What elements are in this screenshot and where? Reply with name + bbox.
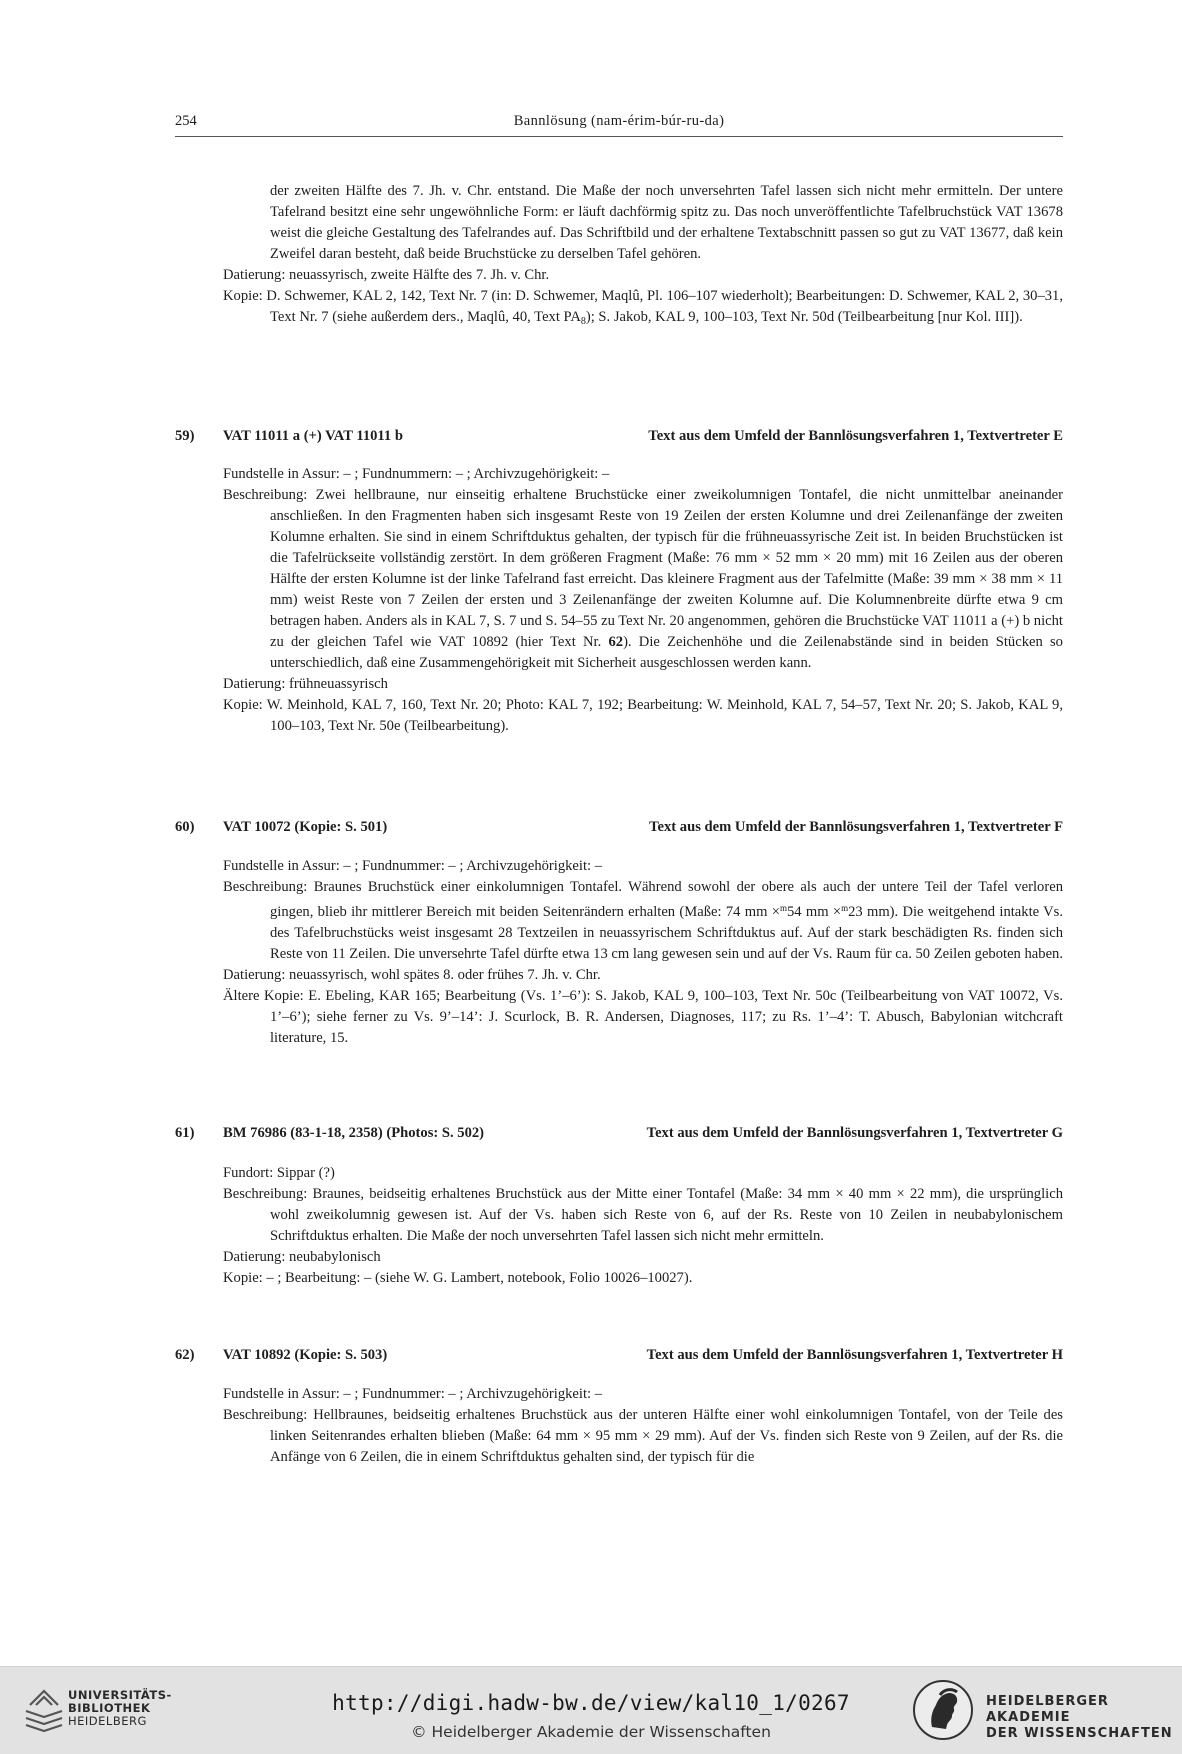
copy-line: Kopie: – ; Bearbeitung: – (siehe W. G. Lambert, notebook, Folio 10026–10027).	[223, 1270, 693, 1286]
dating-line: Datierung: neuassyrisch, zweite Hälfte des 7. Jh. v. Chr.	[223, 267, 550, 283]
entry-number: 60)	[175, 819, 195, 835]
copyright-notice: © Heidelberger Akademie der Wissenschaften	[411, 1723, 771, 1741]
entry-category: Text aus dem Umfeld der Bannlösungsverfahren 1, Textvertreter E	[648, 428, 1063, 444]
entry-heading-61	[175, 1125, 1063, 1147]
entry-number: 59)	[175, 428, 195, 444]
description: Beschreibung: Hellbraunes, beidseitig erhaltenes Bruchstück aus der unteren Hälfte einer wohl einkolumnigen Tontafel, von der Teile des linken Seitenrandes erhalten blieben (Maße: 64 mm × 95 mm × 29 mm). Auf der Vs. finden sich Reste von 9 Zeilen, auf der Rs. die Anfänge von 6 Zeilen, die in einem Schriftduktus gehalten sind, der typisch für die	[223, 1407, 1063, 1465]
entry-number: 62)	[175, 1347, 195, 1363]
university-library-name: UNIVERSITÄTS- BIBLIOTHEK HEIDELBERG	[68, 1688, 172, 1728]
description: Beschreibung: Braunes, beidseitig erhaltenes Bruchstück aus der Mitte einer Tontafel (Maße: 34 mm × 40 mm × 22 mm), die ursprünglich wohl zweikolumnig gewesen ist. Auf der Vs. haben sich Reste von 6, auf der Rs. Reste von 10 Zeilen in neubabylonischem Schriftduktus erhalten. Die Maße der noch unversehrten Tafel lassen sich nicht mehr ermitteln.	[223, 1186, 1063, 1244]
entry-ident: VAT 11011 a (+) VAT 11011 b	[223, 428, 403, 444]
running-head	[175, 113, 1063, 137]
viewer-footer	[0, 1666, 1182, 1754]
entry-category: Text aus dem Umfeld der Bannlösungsverfahren 1, Textvertreter G	[646, 1125, 1063, 1141]
entry-body-62	[223, 1384, 1063, 1468]
copy-line: Kopie: W. Meinhold, KAL 7, 160, Text Nr. 20; Photo: KAL 7, 192; Bearbeitung: W. Meinhold, KAL 7, 54–57, Text Nr. 20; S. Jakob, KAL 9, 100–103, Text Nr. 50e (Teilbearbeitung).	[223, 697, 1063, 734]
entry-body-59	[223, 464, 1063, 737]
entry-ident: VAT 10072 (Kopie: S. 501)	[223, 819, 388, 835]
entry-heading-60	[175, 819, 1063, 841]
description: Beschreibung: Braunes Bruchstück einer einkolumnigen Tontafel. Während sowohl der obere als auch der untere Teil der Tafel verloren gingen, blieb ihr mittlerer Bereich mit beiden Seitenrändern erhalten (Maße: 74 mm ×$^m$54 mm ×$^m$23 mm). Die weitgehend intakte Vs. des Tafelbruchstücks weist insgesamt 28 Textzeilen in neuassyrischem Schriftduktus auf. Auf der stark beschädigten Rs. finden sich Reste von 11 Zeilen. Die unversehrte Tafel dürfte etwa 13 cm lang gewesen sein und auf der Vs. Raum für ca. 50 Zeilen geboten haben.	[223, 879, 1063, 962]
intro-continuation	[223, 181, 1063, 332]
entry-category: Text aus dem Umfeld der Bannlösungsverfahren 1, Textvertreter H	[646, 1347, 1063, 1363]
permalink-url[interactable]: http://digi.hadw-bw.de/view/kal10_1/0267	[332, 1691, 850, 1715]
academy-name: HEIDELBERGER AKADEMIE DER WISSENSCHAFTEN	[986, 1694, 1173, 1741]
description: Beschreibung: Zwei hellbraune, nur einseitig erhaltene Bruchstücke einer zweikolumnigen Tontafel, die nicht unmittelbar aneinander anschließen. In den Fragmenten haben sich insgesamt Reste von 19 Zeilen der ersten Kolumne und drei Zeilenanfänge der zweiten Kolumne erhalten. Sie sind in einem Schriftduktus gehalten, der typisch für die frühneuassyrische Zeit ist. In beiden Bruchstücken ist die Tafelrückseite vollständig zerstört. In dem größeren Fragment (Maße: 76 mm × 52 mm × 20 mm) mit 16 Zeilen aus der oberen Hälfte der ersten Kolumne ist der linke Tafelrand fast erreicht. Das kleinere Fragment aus der Tafelmitte (Maße: 39 mm × 38 mm × 11 mm) weist Reste von 7 Zeilen der ersten und 3 Zeilenanfänge der zweiten Kolumne auf. Die Kolumnenbreite dürfte etwa 9 cm betragen haben. Anders als in KAL 7, S. 7 und S. 54–55 zu Text Nr. 20 angenommen, gehören die Bruchstücke VAT 11011 a (+) b nicht zu der gleichen Tafel wie VAT 10892 (hier Text Nr. 62). Die Zeichenhöhe und die Zeilenabstände sind in beiden Stücken so unterschiedlich, daß eine Zusammengehörigkeit mit Sicherheit ausgeschlossen werden kann.	[223, 487, 1063, 671]
page-number: 254	[175, 113, 197, 129]
subscript-8: 8	[580, 316, 586, 327]
entry-number: 61)	[175, 1125, 195, 1141]
description-continuation: der zweiten Hälfte des 7. Jh. v. Chr. entstand. Die Maße der noch unversehrten Tafel lassen sich nicht mehr ermitteln. Der untere Tafelrand besitzt eine sehr ungewöhnliche Form: er läuft dachförmig spitz zu. Das noch unveröffentlichte Tafelbruchstück VAT 13678 weist die gleiche Gestaltung des Tafelrandes auf. Das Schriftbild und der erhaltene Textabschnitt passen so gut zu VAT 13677, daß kein Zweifel daran besteht, daß beide Bruchstücke zu derselben Tafel gehören.	[270, 183, 1063, 262]
entry-body-61	[223, 1163, 1063, 1289]
copy-line: Kopie: D. Schwemer, KAL 2, 142, Text Nr. 7 (in: D. Schwemer, Maqlû, Pl. 106–107 wiederholt); Bearbeitungen: D. Schwemer, KAL 2, 30–31, Text Nr. 7 (siehe außerdem ders., Maqlû, 40, Text $PA_8$); S. Jakob, KAL 9, 100–103, Text Nr. 50d (Teilbearbeitung [nur Kol. III]).	[223, 288, 1063, 327]
find-line: Fundstelle in Assur: – ; Fundnummer: – ; Archivzugehörigkeit: –	[223, 858, 603, 874]
dating-line: Datierung: frühneuassyrisch	[223, 676, 388, 692]
running-title: Bannlösung (nam-érim-búr-ru-da)	[513, 113, 725, 129]
entry-ident: VAT 10892 (Kopie: S. 503)	[223, 1347, 388, 1363]
entry-ident: BM 76986 (83-1-18, 2358) (Photos: S. 502)	[223, 1125, 485, 1141]
entry-body-60	[223, 856, 1063, 1049]
find-line: Fundstelle in Assur: – ; Fundnummern: – ; Archivzugehörigkeit: –	[223, 466, 610, 482]
dating-line: Datierung: neuassyrisch, wohl spätes 8. oder frühes 7. Jh. v. Chr.	[223, 967, 601, 983]
entry-heading-62	[175, 1347, 1063, 1369]
copy-line: Ältere Kopie: E. Ebeling, KAR 165; Bearbeitung (Vs. 1’–6’): S. Jakob, KAL 9, 100–103, Text Nr. 50c (Teilbearbeitung von VAT 10072, Vs. 1’–6’); siehe ferner zu Vs. 9’–14’: J. Scurlock, B. R. Andersen, Diagnoses, 117; zu Rs. 1’–4’: T. Abusch, Babylonian witchcraft literature, 15.	[223, 988, 1063, 1046]
entry-category: Text aus dem Umfeld der Bannlösungsverfahren 1, Textvertreter F	[649, 819, 1063, 835]
find-line: Fundort: Sippar (?)	[223, 1165, 335, 1181]
athena-profile-icon	[912, 1679, 974, 1741]
find-line: Fundstelle in Assur: – ; Fundnummer: – ; Archivzugehörigkeit: –	[223, 1386, 603, 1402]
entry-heading-59	[175, 428, 1063, 450]
dating-line: Datierung: neubabylonisch	[223, 1249, 381, 1265]
